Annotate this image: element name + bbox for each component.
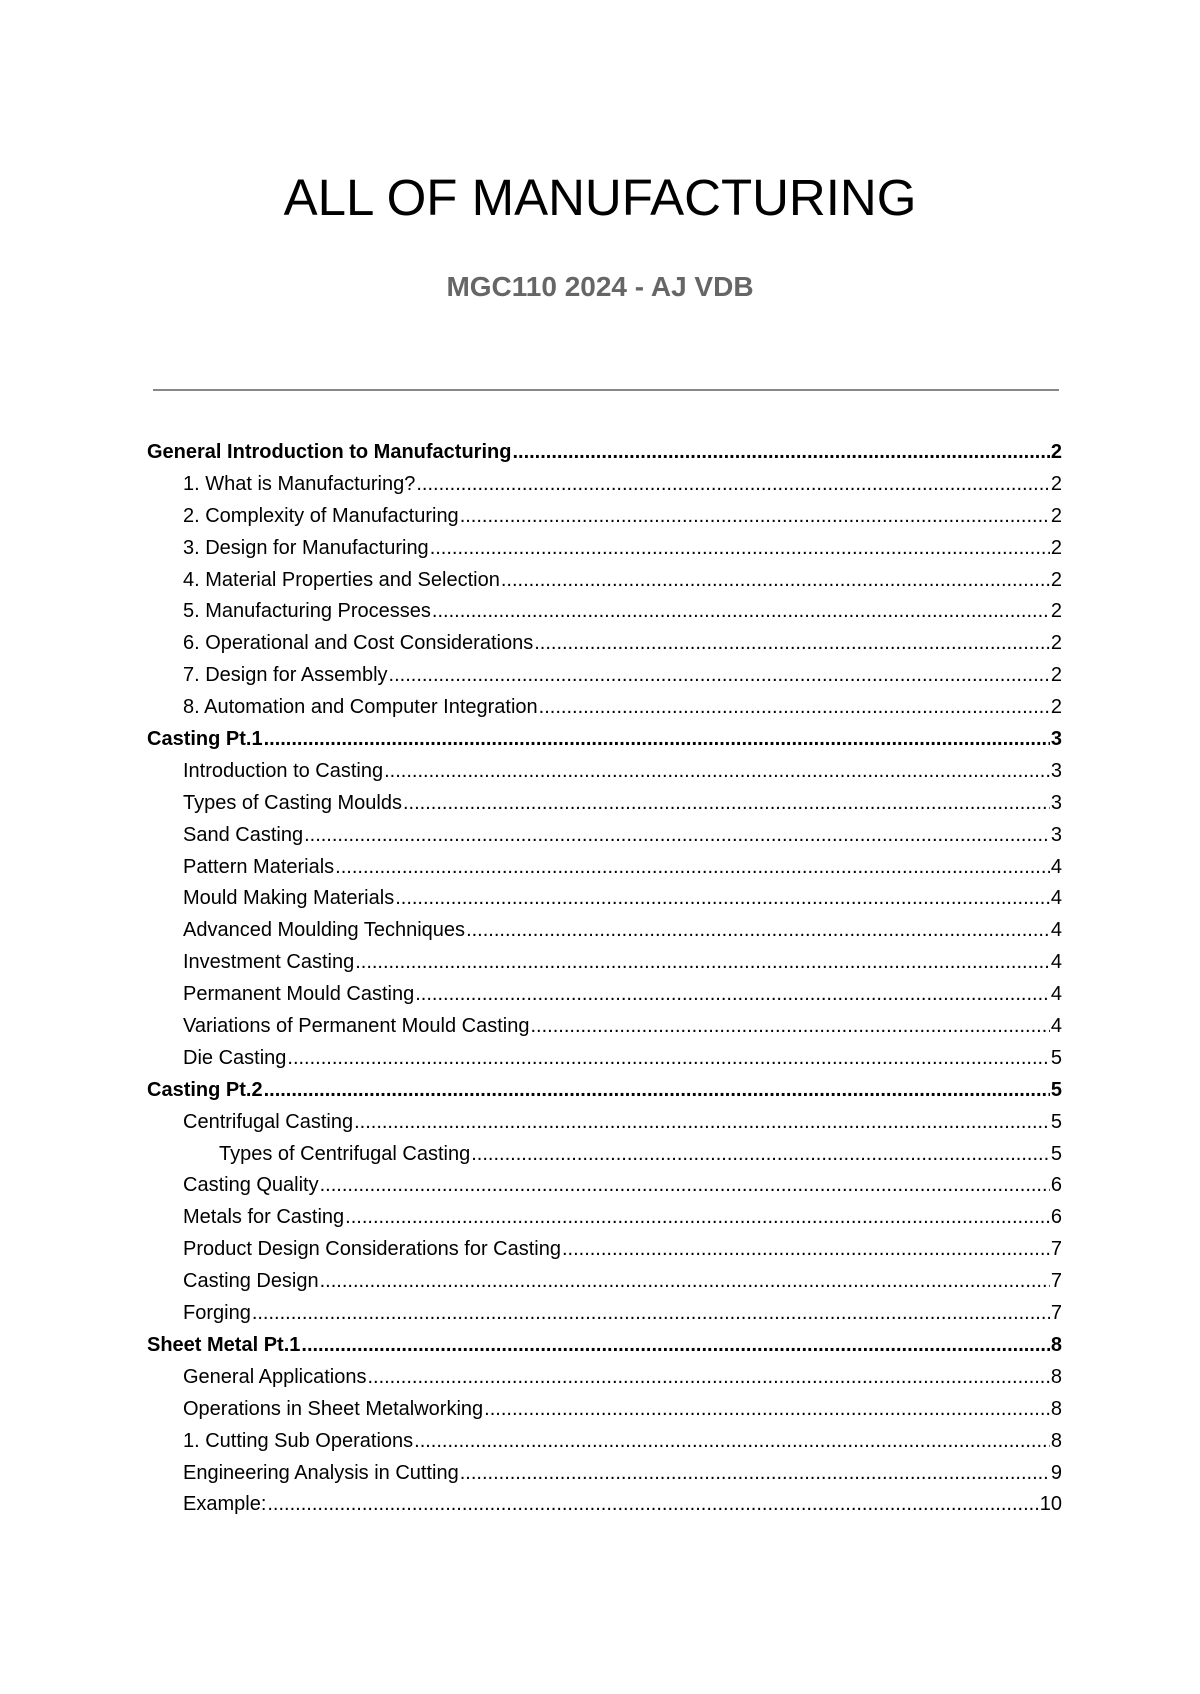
toc-entry-label: 3. Design for Manufacturing (183, 536, 429, 559)
toc-entry-label: 4. Material Properties and Selection (183, 568, 500, 591)
toc-entry-label: Variations of Permanent Mould Casting (183, 1015, 530, 1038)
toc-entry[interactable] (147, 501, 1062, 533)
toc-dot-leader (264, 1075, 1050, 1107)
toc-entry-label: Die Casting (183, 1046, 287, 1069)
toc-dot-leader (335, 852, 1050, 884)
toc-dot-leader (384, 756, 1050, 788)
toc-entry-label: Sand Casting (183, 823, 304, 846)
toc-dot-leader (355, 947, 1050, 979)
toc-dot-leader (395, 883, 1050, 915)
toc-entry[interactable] (147, 1011, 1062, 1043)
toc-dot-leader (320, 1170, 1050, 1202)
toc-entry[interactable] (147, 469, 1062, 501)
toc-entry-page-number: 6 (1050, 1174, 1062, 1197)
toc-entry-page-number: 2 (1050, 600, 1062, 623)
toc-entry-page-number: 9 (1050, 1461, 1062, 1484)
toc-entry-label: Permanent Mould Casting (183, 983, 415, 1006)
toc-dot-leader (416, 469, 1050, 501)
toc-entry[interactable] (147, 883, 1062, 915)
toc-dot-leader (301, 1330, 1049, 1362)
toc-dot-leader (414, 1426, 1050, 1458)
toc-entry-label: Metals for Casting (183, 1206, 345, 1229)
toc-entry[interactable] (147, 1266, 1062, 1298)
toc-entry-label: Forging (183, 1302, 251, 1325)
toc-entry-label: Investment Casting (183, 951, 355, 974)
toc-entry-page-number: 7 (1050, 1302, 1062, 1325)
toc-entry-label: Casting Pt.2 (147, 1078, 263, 1101)
toc-entry-page-number: 4 (1050, 887, 1062, 910)
toc-entry-page-number: 5 (1050, 1046, 1062, 1069)
toc-entry-label: Mould Making Materials (183, 887, 395, 910)
toc-entry-label: Pattern Materials (183, 855, 335, 878)
toc-entry[interactable] (147, 1394, 1062, 1426)
toc-entry[interactable] (147, 756, 1062, 788)
toc-entry-page-number: 8 (1050, 1429, 1062, 1452)
toc-entry-label: 1. What is Manufacturing? (183, 472, 416, 495)
toc-dot-leader (252, 1298, 1050, 1330)
toc-entry-label: Engineering Analysis in Cutting (183, 1461, 459, 1484)
toc-entry-page-number: 2 (1050, 664, 1062, 687)
toc-entry-label: 8. Automation and Computer Integration (183, 696, 538, 719)
toc-entry-page-number: 5 (1050, 1142, 1062, 1165)
toc-entry[interactable] (147, 947, 1062, 979)
toc-dot-leader (512, 437, 1049, 469)
toc-entry-label: 6. Operational and Cost Considerations (183, 632, 534, 655)
toc-dot-leader (267, 1489, 1038, 1521)
toc-entry-label: Casting Pt.1 (147, 728, 263, 751)
toc-entry-page-number: 7 (1050, 1238, 1062, 1261)
toc-entry[interactable] (147, 565, 1062, 597)
toc-entry-label: 2. Complexity of Manufacturing (183, 504, 459, 527)
toc-entry-page-number: 3 (1050, 728, 1062, 751)
toc-dot-leader (264, 724, 1050, 756)
toc-entry-label: Advanced Moulding Techniques (183, 919, 466, 942)
toc-entry[interactable] (147, 1202, 1062, 1234)
toc-entry[interactable] (147, 533, 1062, 565)
toc-entry[interactable] (147, 437, 1062, 469)
toc-entry[interactable] (147, 1489, 1062, 1521)
toc-entry-page-number: 5 (1050, 1110, 1062, 1133)
toc-entry-label: Product Design Considerations for Casting (183, 1238, 561, 1261)
toc-entry-page-number: 8 (1050, 1333, 1062, 1356)
toc-dot-leader (471, 1139, 1050, 1171)
toc-entry-page-number: 4 (1050, 983, 1062, 1006)
toc-entry[interactable] (147, 979, 1062, 1011)
toc-dot-leader (460, 1458, 1050, 1490)
toc-entry-page-number: 8 (1050, 1397, 1062, 1420)
table-of-contents (147, 437, 1062, 1521)
toc-entry[interactable] (147, 628, 1062, 660)
toc-entry[interactable] (147, 1298, 1062, 1330)
toc-dot-leader (354, 1107, 1050, 1139)
toc-entry[interactable] (147, 692, 1062, 724)
toc-entry[interactable] (147, 1330, 1062, 1362)
toc-entry[interactable] (147, 820, 1062, 852)
toc-entry[interactable] (147, 915, 1062, 947)
toc-entry-page-number: 2 (1050, 472, 1062, 495)
toc-entry[interactable] (147, 660, 1062, 692)
toc-entry-page-number: 4 (1050, 855, 1062, 878)
toc-entry[interactable] (147, 1362, 1062, 1394)
title-divider (153, 389, 1059, 391)
toc-dot-leader (304, 820, 1050, 852)
toc-entry-page-number: 3 (1050, 791, 1062, 814)
toc-dot-leader (367, 1362, 1049, 1394)
toc-entry-page-number: 3 (1050, 823, 1062, 846)
toc-entry-page-number: 2 (1050, 696, 1062, 719)
toc-entry[interactable] (147, 1107, 1062, 1139)
toc-entry-label: 5. Manufacturing Processes (183, 600, 431, 623)
toc-dot-leader (415, 979, 1050, 1011)
toc-entry[interactable] (147, 1234, 1062, 1266)
toc-entry[interactable] (147, 1139, 1062, 1171)
toc-entry[interactable] (147, 788, 1062, 820)
toc-dot-leader (430, 533, 1050, 565)
document-subtitle: MGC110 2024 - AJ VDB (446, 271, 754, 302)
document-title: ALL OF MANUFACTURING (283, 169, 917, 226)
toc-entry-page-number: 2 (1050, 441, 1062, 463)
toc-dot-leader (403, 788, 1050, 820)
toc-entry[interactable] (147, 1170, 1062, 1202)
toc-dot-leader (287, 1043, 1049, 1075)
toc-entry-page-number: 4 (1050, 951, 1062, 974)
toc-dot-leader (562, 1234, 1050, 1266)
toc-dot-leader (320, 1266, 1050, 1298)
toc-entry-label: Example: (183, 1493, 267, 1516)
toc-entry-page-number: 5 (1050, 1078, 1062, 1101)
toc-entry-page-number: 2 (1050, 504, 1062, 527)
toc-entry-label: Centrifugal Casting (183, 1110, 354, 1133)
toc-entry-page-number: 7 (1050, 1270, 1062, 1293)
toc-entry-label: Casting Design (183, 1270, 319, 1293)
toc-dot-leader (466, 915, 1050, 947)
toc-dot-leader (501, 565, 1050, 597)
toc-dot-leader (389, 660, 1050, 692)
toc-entry-page-number: 3 (1050, 759, 1062, 782)
toc-entry-page-number: 8 (1050, 1365, 1062, 1388)
toc-entry-label: Introduction to Casting (183, 759, 384, 782)
toc-entry[interactable] (147, 1426, 1062, 1458)
toc-dot-leader (432, 596, 1050, 628)
toc-entry-page-number: 4 (1050, 1015, 1062, 1038)
toc-entry-label: Sheet Metal Pt.1 (147, 1333, 301, 1356)
toc-entry-page-number: 6 (1050, 1206, 1062, 1229)
toc-entry[interactable] (147, 724, 1062, 756)
toc-entry-label: 1. Cutting Sub Operations (183, 1429, 414, 1452)
toc-dot-leader (539, 692, 1050, 724)
toc-dot-leader (345, 1202, 1050, 1234)
toc-entry-page-number: 2 (1050, 632, 1062, 655)
toc-dot-leader (484, 1394, 1050, 1426)
toc-entry-page-number: 10 (1039, 1493, 1062, 1516)
toc-entry[interactable] (147, 852, 1062, 884)
toc-dot-leader (534, 628, 1050, 660)
toc-entry[interactable] (147, 1458, 1062, 1490)
toc-entry-label: General Introduction to Manufacturing (147, 441, 512, 463)
toc-dot-leader (530, 1011, 1049, 1043)
toc-entry[interactable] (147, 1075, 1062, 1107)
toc-entry-label: 7. Design for Assembly (183, 664, 388, 687)
toc-entry-page-number: 2 (1050, 568, 1062, 591)
toc-entry-page-number: 2 (1050, 536, 1062, 559)
toc-entry[interactable] (147, 1043, 1062, 1075)
toc-entry-label: Operations in Sheet Metalworking (183, 1397, 484, 1420)
toc-entry-label: General Applications (183, 1365, 367, 1388)
toc-dot-leader (460, 501, 1050, 533)
toc-entry[interactable] (147, 596, 1062, 628)
toc-entry-label: Casting Quality (183, 1174, 319, 1197)
toc-entry-label: Types of Casting Moulds (183, 791, 402, 814)
toc-entry-page-number: 4 (1050, 919, 1062, 942)
toc-entry-label: Types of Centrifugal Casting (219, 1142, 471, 1165)
